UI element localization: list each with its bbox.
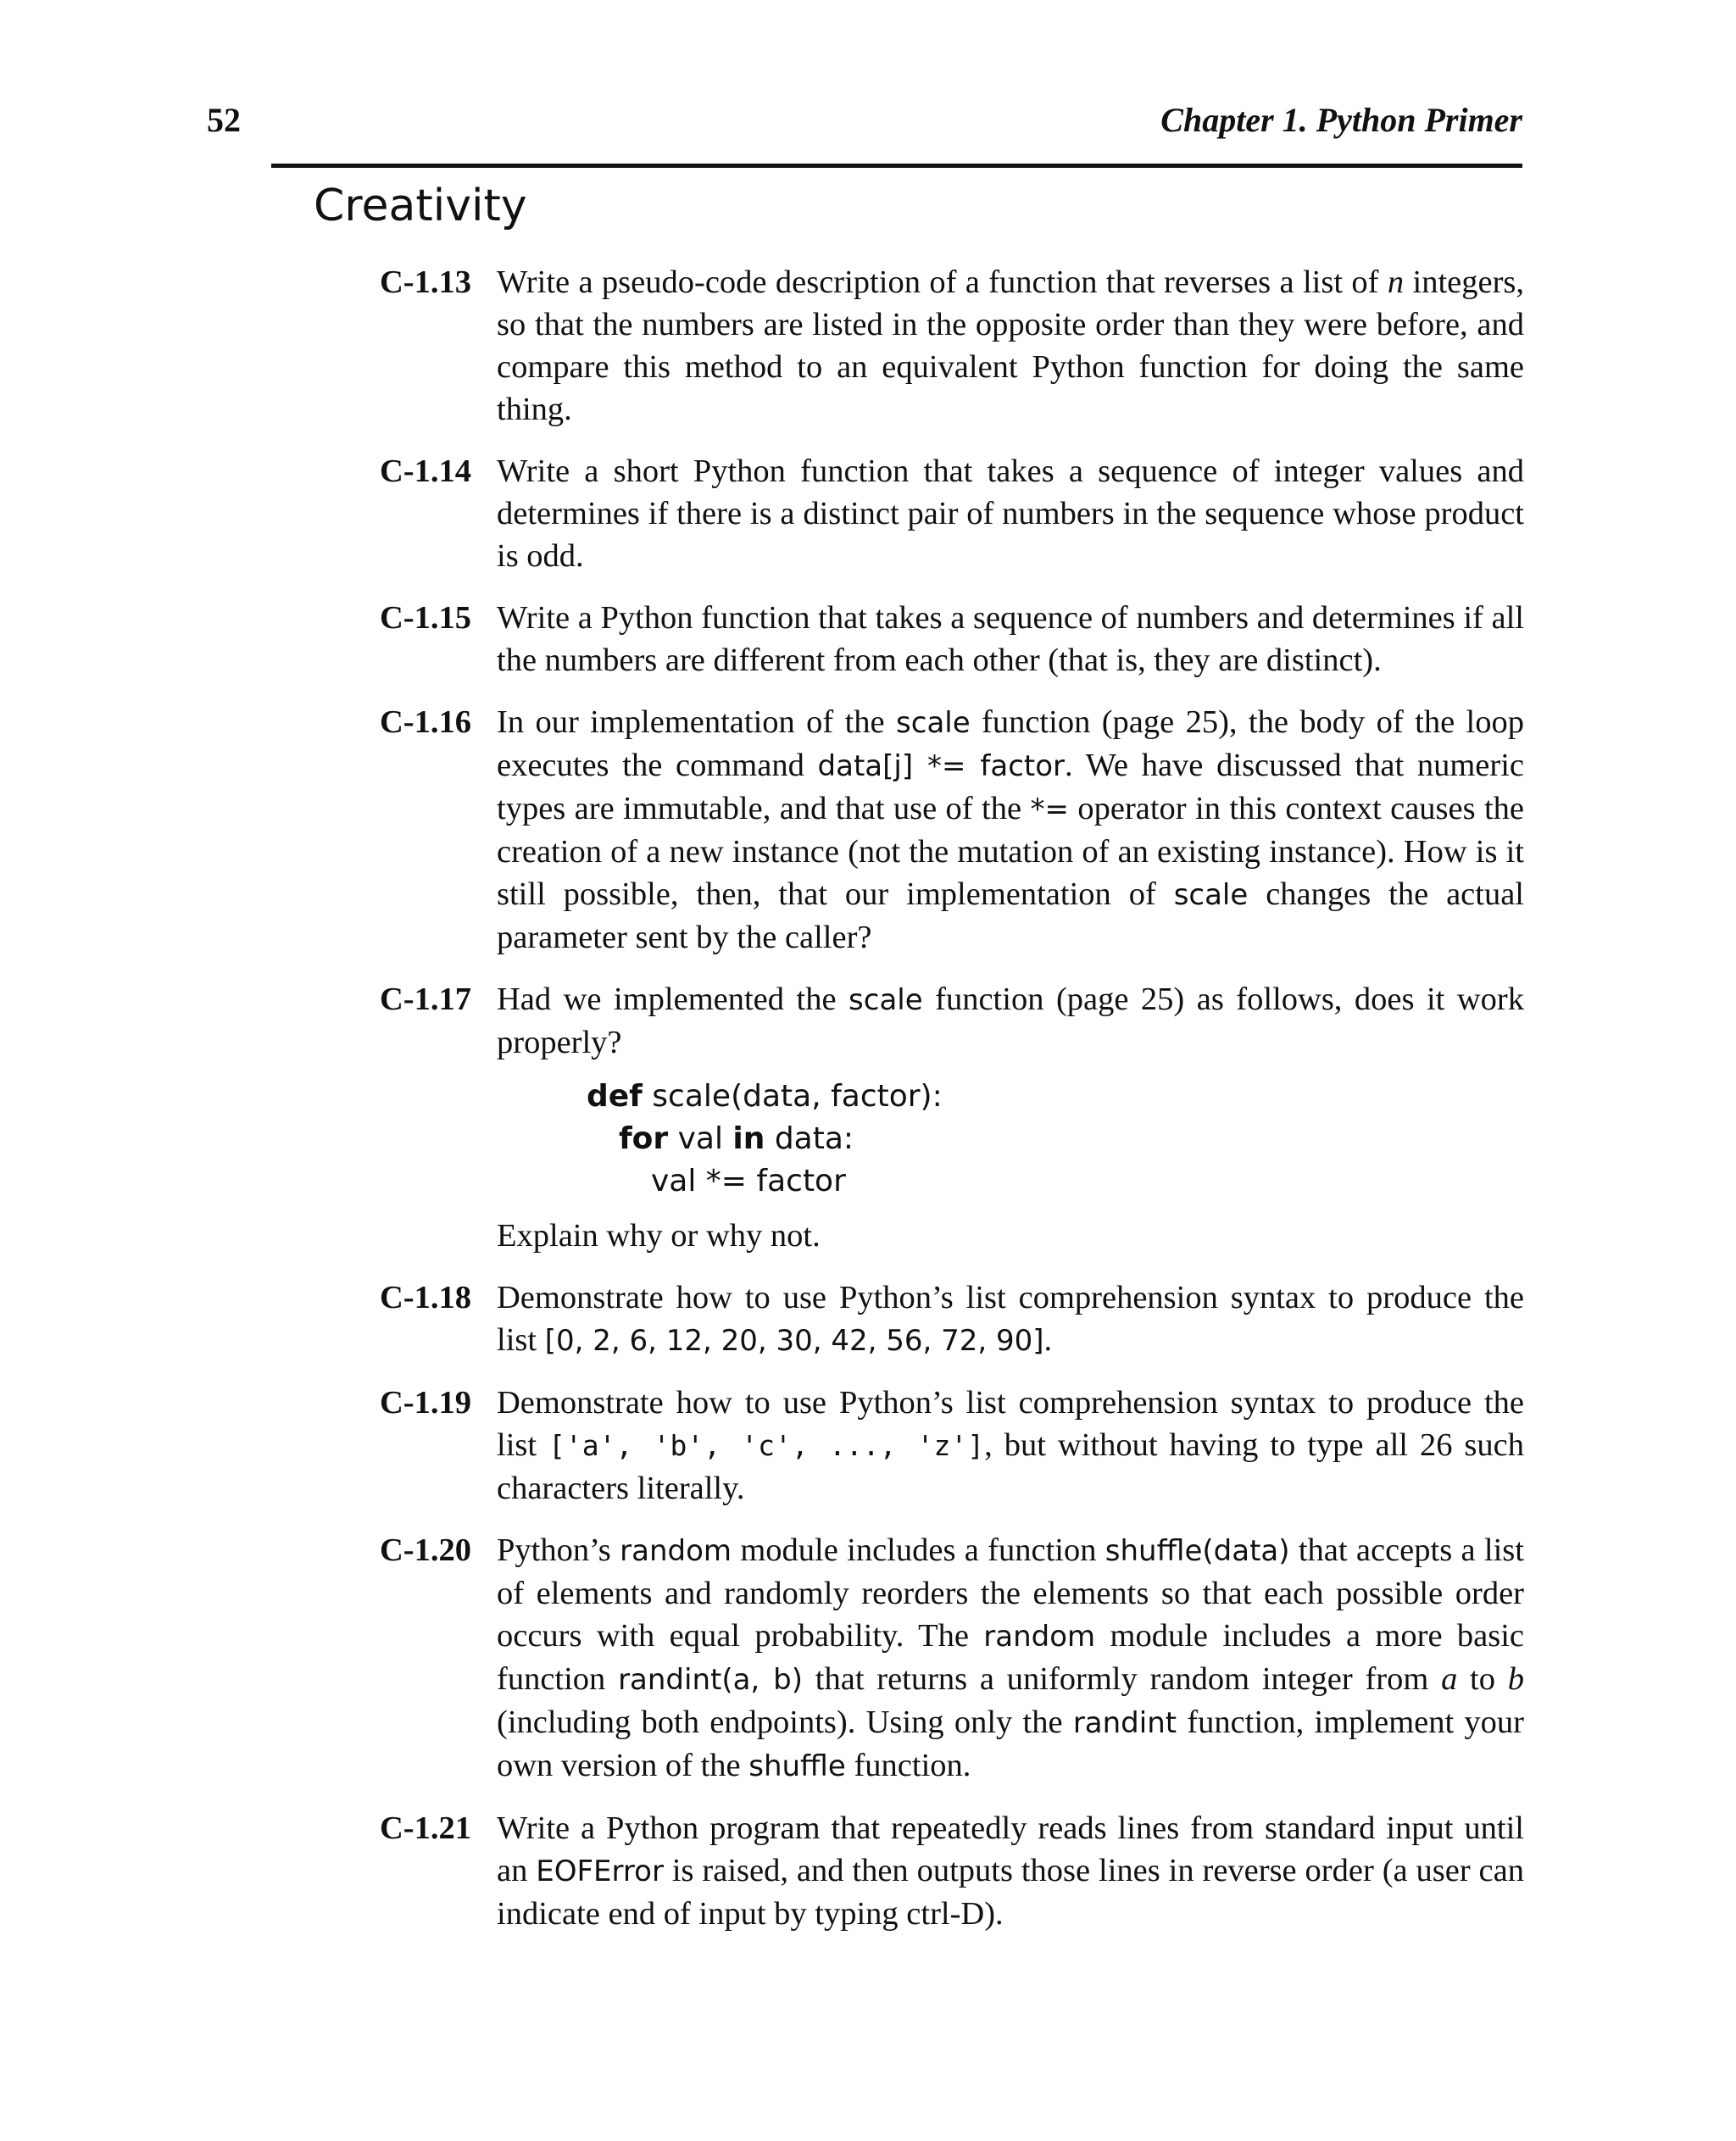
code-inline: scale (896, 706, 971, 740)
text-run: module includes a function (732, 1532, 1105, 1568)
exercise-label: C-1.21 (380, 1810, 471, 1846)
text-run: that accepts a list of elements and randomly reorders the elements so that each possible order occurs with equal probability. The (497, 1532, 1524, 1654)
exercise-label: C-1.17 (380, 982, 471, 1017)
header-rule (271, 164, 1522, 168)
section-title: Creativity (314, 181, 527, 231)
exercise-text (497, 261, 1524, 431)
code-text: scale(data, factor): (642, 1079, 943, 1114)
text-run: that returns a uniformly random integer from (803, 1661, 1442, 1697)
exercise-c-1-19 (380, 1382, 1524, 1510)
exercise-label: C-1.14 (380, 453, 471, 489)
exercise-text (497, 1807, 1524, 1935)
exercise-c-1-14 (380, 450, 1524, 577)
code-inline: *= (1030, 792, 1069, 826)
code-inline: randint(a, b) (618, 1663, 804, 1697)
code-text: val (668, 1121, 733, 1156)
code-line (587, 1076, 1524, 1118)
exercise-label: C-1.13 (380, 264, 471, 300)
code-inline: scale (1173, 878, 1249, 912)
exercise-c-1-17 (380, 978, 1524, 1257)
text-run: . We have discussed that numeric types are immutable, and that use of the (497, 748, 1524, 826)
exercise-text (497, 701, 1524, 959)
exercise-text: Write a short Python function that takes a sequence of integer values and determines if there is a distinct pair of numbers in the sequence whose product is odd. (497, 453, 1524, 574)
text-run: module includes a more basic function (497, 1618, 1524, 1697)
text-run: changes the actual parameter sent by the caller? (497, 876, 1524, 955)
text-run: is raised, and then outputs those lines in reverse order (a user can indicate end of input by typing ctrl-D). (497, 1853, 1524, 1932)
exercise-text (497, 978, 1524, 1064)
code-line (587, 1118, 1524, 1160)
exercise-label: C-1.18 (380, 1280, 471, 1315)
exercise-c-1-21 (380, 1807, 1524, 1935)
code-inline: randint (1072, 1706, 1177, 1740)
text-run: function (page 25), the body of the loop executes the command (497, 704, 1524, 783)
text-run: function, implement your own version of the (497, 1704, 1524, 1783)
text-run: In our implementation of the (497, 704, 897, 740)
code-inline: shuffle(data) (1104, 1534, 1290, 1568)
code-block (587, 1076, 1524, 1203)
math-variable: a (1441, 1661, 1458, 1697)
text-run: function. (845, 1748, 971, 1783)
exercise-c-1-16 (380, 701, 1524, 959)
exercise-label: C-1.19 (380, 1385, 471, 1421)
code-text: val *= factor (651, 1164, 846, 1198)
code-inline: scale (849, 983, 923, 1017)
math-variable: n (1387, 264, 1405, 300)
code-inline: ['a', 'b', 'c', ..., 'z'] (548, 1429, 985, 1462)
exercise-text (497, 1382, 1524, 1510)
text-run: function (page 25) as follows, does it work properly? (497, 982, 1524, 1060)
page-header (207, 100, 1522, 141)
text-run: Python’s (497, 1532, 620, 1568)
code-inline: [0, 2, 6, 12, 20, 30, 42, 56, 72, 90] (544, 1324, 1044, 1358)
text-run: integers, so that the numbers are listed in the opposite order than they were before, and compare this method to an equivalent Python function for doing the same thing. (497, 264, 1524, 427)
exercise-c-1-15 (380, 597, 1524, 681)
text-run: (including both endpoints). Using only the (497, 1704, 1073, 1740)
code-line (587, 1160, 1524, 1203)
exercise-c-1-18 (380, 1276, 1524, 1362)
math-variable: b (1507, 1661, 1525, 1697)
exercise-text: Explain why or why not. (497, 1218, 821, 1254)
text-run: operator in this context causes the creation of a new instance (not the mutation of an existing instance). How is it still possible, then, that our implementation of (497, 791, 1525, 912)
exercise-c-1-13 (380, 261, 1524, 431)
text-run: . (1043, 1322, 1053, 1358)
exercise-label: C-1.16 (380, 704, 471, 740)
text-run: Write a pseudo-code description of a function that reverses a list of (497, 264, 1388, 300)
code-inline: EOFError (536, 1855, 664, 1888)
text-run: , but without having to type all 26 such characters literally. (497, 1427, 1524, 1506)
text-run: Had we implemented the (497, 982, 849, 1017)
code-keyword: in (732, 1121, 765, 1156)
exercise-text (497, 1529, 1524, 1788)
page-number: 52 (207, 101, 241, 139)
code-inline: random (620, 1534, 732, 1568)
code-inline: shuffle (748, 1749, 846, 1783)
text-run: Demonstrate how to use Python’s list comprehension syntax to produce the list (497, 1280, 1524, 1358)
chapter-title: Chapter 1. Python Primer (1160, 101, 1522, 139)
code-keyword: def (587, 1079, 643, 1114)
text-run: to (1457, 1661, 1508, 1697)
exercise-list (380, 261, 1524, 1955)
text-run: Demonstrate how to use Python’s list comprehension syntax to produce the list (497, 1385, 1524, 1463)
exercise-label: C-1.15 (380, 600, 471, 636)
exercise-label: C-1.20 (380, 1532, 471, 1568)
code-inline: random (983, 1620, 1096, 1654)
exercise-text: Write a Python function that takes a sequence of numbers and determines if all the numbers are different from each other (that is, they are distinct). (497, 600, 1524, 678)
exercise-text (497, 1276, 1524, 1362)
text-run: Write a Python program that repeatedly reads lines from standard input until an (497, 1810, 1524, 1888)
code-text: data: (765, 1121, 854, 1156)
code-keyword: for (619, 1121, 669, 1156)
code-inline: data[j] *= factor (817, 749, 1066, 783)
exercise-c-1-20 (380, 1529, 1524, 1788)
